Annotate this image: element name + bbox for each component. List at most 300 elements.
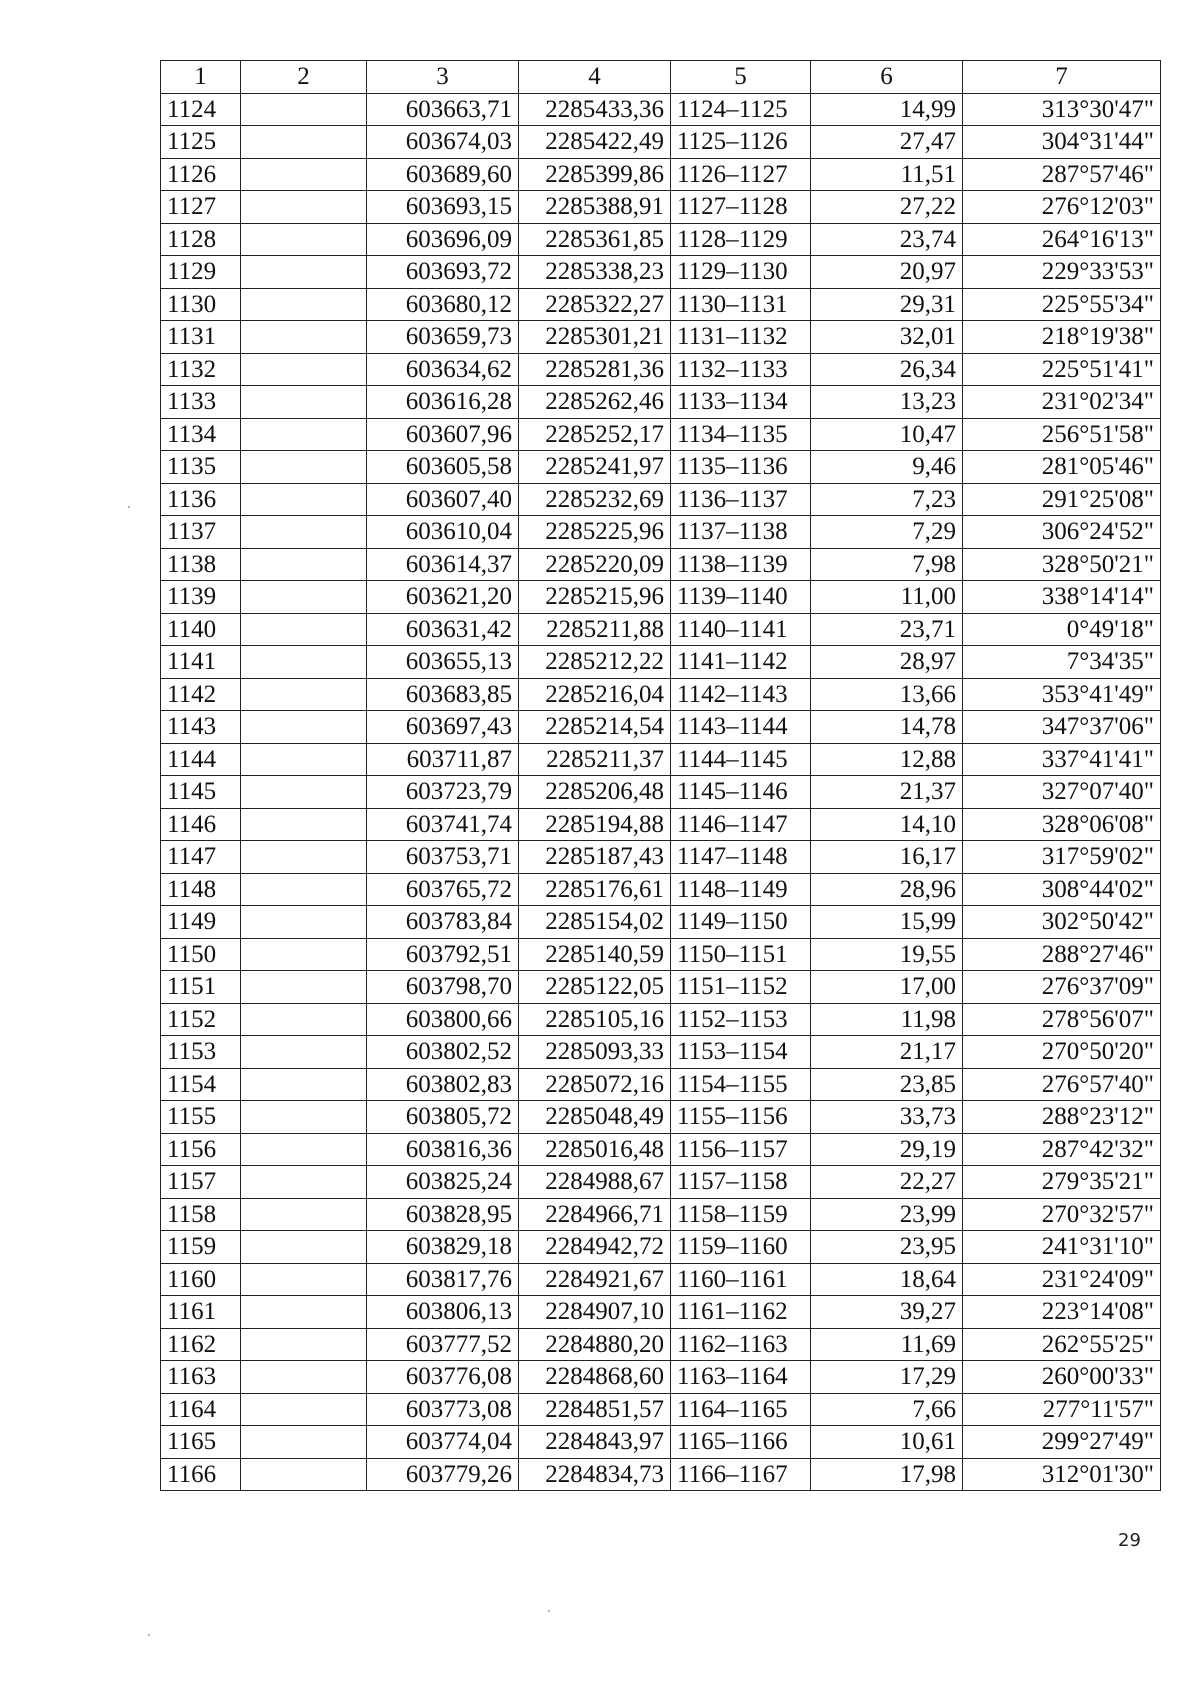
point-number-cell: 1147 [161,841,241,874]
direction-angle-cell: 218°19'38" [963,321,1161,354]
coord-y-cell: 2285216,04 [519,678,671,711]
point-number-cell: 1156 [161,1133,241,1166]
coord-x-cell: 603674,03 [367,126,519,159]
coord-y-cell: 2285140,59 [519,938,671,971]
point-number-cell: 1157 [161,1166,241,1199]
segment-length-cell: 7,29 [811,516,963,549]
segment-length-cell: 26,34 [811,353,963,386]
point-number-cell: 1133 [161,386,241,419]
point-number-cell: 1146 [161,808,241,841]
direction-angle-cell: 353°41'49" [963,678,1161,711]
table-row [161,191,1161,224]
direction-angle-cell: 256°51'58" [963,418,1161,451]
segment-cell: 1158–1159 [671,1198,811,1231]
point-number-cell: 1137 [161,516,241,549]
direction-angle-cell: 7°34'35" [963,646,1161,679]
segment-length-cell: 11,51 [811,158,963,191]
coord-y-cell: 2285122,05 [519,971,671,1004]
table-row [161,613,1161,646]
point-number-cell: 1129 [161,256,241,289]
point-name-cell [241,1361,367,1394]
point-number-cell: 1141 [161,646,241,679]
point-number-cell: 1138 [161,548,241,581]
coord-y-cell: 2285361,85 [519,223,671,256]
point-name-cell [241,1231,367,1264]
direction-angle-cell: 287°57'46" [963,158,1161,191]
segment-cell: 1151–1152 [671,971,811,1004]
coord-y-cell: 2285422,49 [519,126,671,159]
coord-y-cell: 2285225,96 [519,516,671,549]
segment-cell: 1138–1139 [671,548,811,581]
table-row [161,158,1161,191]
segment-cell: 1145–1146 [671,776,811,809]
point-name-cell [241,1328,367,1361]
table-row [161,906,1161,939]
scan-speck [148,1634,150,1636]
coord-x-cell: 603723,79 [367,776,519,809]
point-name-cell [241,1166,367,1199]
segment-cell: 1166–1167 [671,1458,811,1491]
table-row [161,776,1161,809]
segment-length-cell: 23,95 [811,1231,963,1264]
header-col-3: 3 [367,61,519,94]
direction-angle-cell: 279°35'21" [963,1166,1161,1199]
table-row [161,1068,1161,1101]
coord-x-cell: 603773,08 [367,1393,519,1426]
point-name-cell [241,418,367,451]
segment-length-cell: 10,61 [811,1426,963,1459]
table-row [161,1426,1161,1459]
coord-y-cell: 2285241,97 [519,451,671,484]
coord-y-cell: 2285215,96 [519,581,671,614]
coord-x-cell: 603753,71 [367,841,519,874]
segment-length-cell: 15,99 [811,906,963,939]
point-name-cell [241,581,367,614]
coord-x-cell: 603800,66 [367,1003,519,1036]
coord-x-cell: 603697,43 [367,711,519,744]
coord-x-cell: 603783,84 [367,906,519,939]
scan-speck [548,1610,550,1612]
coord-x-cell: 603607,96 [367,418,519,451]
table-row [161,321,1161,354]
segment-length-cell: 12,88 [811,743,963,776]
point-name-cell [241,1003,367,1036]
segment-length-cell: 16,17 [811,841,963,874]
table-row [161,1328,1161,1361]
point-number-cell: 1150 [161,938,241,971]
coord-y-cell: 2285206,48 [519,776,671,809]
point-number-cell: 1128 [161,223,241,256]
coord-x-cell: 603689,60 [367,158,519,191]
segment-cell: 1135–1136 [671,451,811,484]
segment-length-cell: 29,31 [811,288,963,321]
segment-length-cell: 28,97 [811,646,963,679]
coord-x-cell: 603825,24 [367,1166,519,1199]
table-row [161,223,1161,256]
segment-cell: 1140–1141 [671,613,811,646]
coord-y-cell: 2284868,60 [519,1361,671,1394]
point-number-cell: 1149 [161,906,241,939]
direction-angle-cell: 225°51'41" [963,353,1161,386]
direction-angle-cell: 304°31'44" [963,126,1161,159]
direction-angle-cell: 270°32'57" [963,1198,1161,1231]
segment-length-cell: 23,85 [811,1068,963,1101]
direction-angle-cell: 277°11'57" [963,1393,1161,1426]
coord-y-cell: 2285388,91 [519,191,671,224]
coord-y-cell: 2285281,36 [519,353,671,386]
direction-angle-cell: 276°12'03" [963,191,1161,224]
point-number-cell: 1154 [161,1068,241,1101]
segment-cell: 1152–1153 [671,1003,811,1036]
segment-cell: 1161–1162 [671,1296,811,1329]
point-name-cell [241,1393,367,1426]
coord-x-cell: 603817,76 [367,1263,519,1296]
segment-length-cell: 9,46 [811,451,963,484]
segment-length-cell: 17,98 [811,1458,963,1491]
segment-cell: 1165–1166 [671,1426,811,1459]
point-name-cell [241,1296,367,1329]
header-col-5: 5 [671,61,811,94]
point-number-cell: 1139 [161,581,241,614]
header-col-1: 1 [161,61,241,94]
direction-angle-cell: 288°27'46" [963,938,1161,971]
segment-cell: 1130–1131 [671,288,811,321]
segment-cell: 1129–1130 [671,256,811,289]
segment-length-cell: 7,66 [811,1393,963,1426]
coord-x-cell: 603828,95 [367,1198,519,1231]
point-name-cell [241,386,367,419]
table-row [161,1361,1161,1394]
segment-length-cell: 21,37 [811,776,963,809]
segment-cell: 1137–1138 [671,516,811,549]
point-number-cell: 1160 [161,1263,241,1296]
direction-angle-cell: 281°05'46" [963,451,1161,484]
coord-x-cell: 603802,52 [367,1036,519,1069]
point-name-cell [241,1198,367,1231]
coord-y-cell: 2285105,16 [519,1003,671,1036]
direction-angle-cell: 308°44'02" [963,873,1161,906]
header-col-2: 2 [241,61,367,94]
coord-y-cell: 2284907,10 [519,1296,671,1329]
coord-x-cell: 603765,72 [367,873,519,906]
segment-cell: 1159–1160 [671,1231,811,1264]
coord-y-cell: 2285262,46 [519,386,671,419]
direction-angle-cell: 278°56'07" [963,1003,1161,1036]
segment-length-cell: 7,23 [811,483,963,516]
coord-y-cell: 2284921,67 [519,1263,671,1296]
direction-angle-cell: 291°25'08" [963,483,1161,516]
segment-cell: 1160–1161 [671,1263,811,1296]
segment-length-cell: 21,17 [811,1036,963,1069]
point-number-cell: 1144 [161,743,241,776]
table-row [161,288,1161,321]
header-row [161,61,1161,94]
segment-length-cell: 23,74 [811,223,963,256]
direction-angle-cell: 312°01'30" [963,1458,1161,1491]
coord-x-cell: 603663,71 [367,93,519,126]
point-number-cell: 1131 [161,321,241,354]
coord-y-cell: 2285433,36 [519,93,671,126]
point-name-cell [241,93,367,126]
coord-y-cell: 2285048,49 [519,1101,671,1134]
segment-length-cell: 17,00 [811,971,963,1004]
point-name-cell [241,678,367,711]
coord-x-cell: 603776,08 [367,1361,519,1394]
point-name-cell [241,1458,367,1491]
point-name-cell [241,516,367,549]
table-row [161,1036,1161,1069]
point-number-cell: 1148 [161,873,241,906]
point-number-cell: 1130 [161,288,241,321]
point-number-cell: 1140 [161,613,241,646]
coord-y-cell: 2285176,61 [519,873,671,906]
point-name-cell [241,451,367,484]
coord-x-cell: 603777,52 [367,1328,519,1361]
point-number-cell: 1165 [161,1426,241,1459]
table-row [161,548,1161,581]
segment-length-cell: 18,64 [811,1263,963,1296]
coord-x-cell: 603779,26 [367,1458,519,1491]
point-name-cell [241,256,367,289]
table-row [161,1231,1161,1264]
direction-angle-cell: 231°02'34" [963,386,1161,419]
header-col-6: 6 [811,61,963,94]
coord-y-cell: 2285252,17 [519,418,671,451]
coord-x-cell: 603655,13 [367,646,519,679]
coord-y-cell: 2285154,02 [519,906,671,939]
coord-x-cell: 603683,85 [367,678,519,711]
segment-length-cell: 33,73 [811,1101,963,1134]
coord-y-cell: 2285338,23 [519,256,671,289]
coord-x-cell: 603802,83 [367,1068,519,1101]
segment-cell: 1157–1158 [671,1166,811,1199]
coord-y-cell: 2285072,16 [519,1068,671,1101]
segment-cell: 1132–1133 [671,353,811,386]
point-name-cell [241,613,367,646]
segment-length-cell: 17,29 [811,1361,963,1394]
segment-cell: 1162–1163 [671,1328,811,1361]
segment-length-cell: 13,23 [811,386,963,419]
segment-length-cell: 19,55 [811,938,963,971]
coord-y-cell: 2285301,21 [519,321,671,354]
coord-x-cell: 603616,28 [367,386,519,419]
segment-cell: 1134–1135 [671,418,811,451]
table-row [161,938,1161,971]
table-row [161,581,1161,614]
direction-angle-cell: 338°14'14" [963,581,1161,614]
point-name-cell [241,126,367,159]
coord-y-cell: 2284942,72 [519,1231,671,1264]
point-number-cell: 1161 [161,1296,241,1329]
segment-length-cell: 39,27 [811,1296,963,1329]
coord-y-cell: 2285187,43 [519,841,671,874]
coord-x-cell: 603798,70 [367,971,519,1004]
direction-angle-cell: 241°31'10" [963,1231,1161,1264]
point-number-cell: 1164 [161,1393,241,1426]
direction-angle-cell: 0°49'18" [963,613,1161,646]
point-name-cell [241,1101,367,1134]
coord-x-cell: 603816,36 [367,1133,519,1166]
segment-length-cell: 23,99 [811,1198,963,1231]
table-row [161,678,1161,711]
segment-cell: 1144–1145 [671,743,811,776]
point-number-cell: 1127 [161,191,241,224]
direction-angle-cell: 229°33'53" [963,256,1161,289]
table-row [161,483,1161,516]
segment-cell: 1153–1154 [671,1036,811,1069]
segment-cell: 1150–1151 [671,938,811,971]
point-name-cell [241,288,367,321]
segment-length-cell: 7,98 [811,548,963,581]
point-name-cell [241,1068,367,1101]
point-number-cell: 1124 [161,93,241,126]
segment-length-cell: 20,97 [811,256,963,289]
coord-x-cell: 603610,04 [367,516,519,549]
direction-angle-cell: 328°06'08" [963,808,1161,841]
segment-cell: 1127–1128 [671,191,811,224]
coord-x-cell: 603605,58 [367,451,519,484]
coord-y-cell: 2285211,88 [519,613,671,646]
coord-y-cell: 2285399,86 [519,158,671,191]
table-row [161,1296,1161,1329]
point-name-cell [241,158,367,191]
table-row [161,1166,1161,1199]
segment-length-cell: 23,71 [811,613,963,646]
coord-y-cell: 2284843,97 [519,1426,671,1459]
point-number-cell: 1136 [161,483,241,516]
segment-length-cell: 14,10 [811,808,963,841]
segment-length-cell: 10,47 [811,418,963,451]
point-name-cell [241,906,367,939]
page-number: 29 [1118,1530,1141,1551]
point-number-cell: 1143 [161,711,241,744]
point-number-cell: 1135 [161,451,241,484]
point-number-cell: 1152 [161,1003,241,1036]
segment-cell: 1124–1125 [671,93,811,126]
segment-cell: 1128–1129 [671,223,811,256]
coord-x-cell: 603631,42 [367,613,519,646]
point-name-cell [241,873,367,906]
coord-x-cell: 603634,62 [367,353,519,386]
coord-x-cell: 603696,09 [367,223,519,256]
coord-x-cell: 603614,37 [367,548,519,581]
table-row [161,451,1161,484]
segment-cell: 1148–1149 [671,873,811,906]
segment-length-cell: 14,78 [811,711,963,744]
segment-length-cell: 11,69 [811,1328,963,1361]
point-number-cell: 1153 [161,1036,241,1069]
direction-angle-cell: 347°37'06" [963,711,1161,744]
direction-angle-cell: 287°42'32" [963,1133,1161,1166]
direction-angle-cell: 313°30'47" [963,93,1161,126]
table-row [161,1101,1161,1134]
table-row [161,646,1161,679]
point-name-cell [241,1036,367,1069]
point-name-cell [241,743,367,776]
coord-x-cell: 603693,15 [367,191,519,224]
table-row [161,516,1161,549]
point-name-cell [241,1133,367,1166]
segment-length-cell: 29,19 [811,1133,963,1166]
coord-x-cell: 603805,72 [367,1101,519,1134]
point-name-cell [241,1426,367,1459]
point-name-cell [241,321,367,354]
point-name-cell [241,808,367,841]
coord-y-cell: 2285016,48 [519,1133,671,1166]
point-name-cell [241,938,367,971]
coord-y-cell: 2284966,71 [519,1198,671,1231]
direction-angle-cell: 260°00'33" [963,1361,1161,1394]
coord-y-cell: 2285232,69 [519,483,671,516]
table-row [161,1133,1161,1166]
table-row [161,808,1161,841]
segment-cell: 1133–1134 [671,386,811,419]
coord-y-cell: 2285212,22 [519,646,671,679]
direction-angle-cell: 225°55'34" [963,288,1161,321]
header-col-4: 4 [519,61,671,94]
direction-angle-cell: 327°07'40" [963,776,1161,809]
point-name-cell [241,776,367,809]
coord-x-cell: 603806,13 [367,1296,519,1329]
table-row [161,256,1161,289]
point-name-cell [241,1263,367,1296]
table-row [161,873,1161,906]
point-number-cell: 1134 [161,418,241,451]
segment-length-cell: 32,01 [811,321,963,354]
direction-angle-cell: 288°23'12" [963,1101,1161,1134]
table-row [161,93,1161,126]
segment-cell: 1139–1140 [671,581,811,614]
coord-y-cell: 2285211,37 [519,743,671,776]
direction-angle-cell: 276°57'40" [963,1068,1161,1101]
point-number-cell: 1162 [161,1328,241,1361]
table-row [161,1198,1161,1231]
segment-cell: 1147–1148 [671,841,811,874]
table-row [161,1263,1161,1296]
point-name-cell [241,711,367,744]
coord-y-cell: 2284851,57 [519,1393,671,1426]
direction-angle-cell: 306°24'52" [963,516,1161,549]
point-name-cell [241,548,367,581]
segment-length-cell: 13,66 [811,678,963,711]
direction-angle-cell: 264°16'13" [963,223,1161,256]
coord-y-cell: 2285093,33 [519,1036,671,1069]
coord-x-cell: 603711,87 [367,743,519,776]
segment-cell: 1149–1150 [671,906,811,939]
coord-x-cell: 603792,51 [367,938,519,971]
point-name-cell [241,191,367,224]
coordinates-table [160,60,1161,1491]
point-number-cell: 1166 [161,1458,241,1491]
table-row [161,386,1161,419]
segment-cell: 1155–1156 [671,1101,811,1134]
coord-x-cell: 603829,18 [367,1231,519,1264]
segment-cell: 1164–1165 [671,1393,811,1426]
segment-length-cell: 14,99 [811,93,963,126]
point-name-cell [241,483,367,516]
segment-length-cell: 11,00 [811,581,963,614]
table-row [161,126,1161,159]
table-row [161,418,1161,451]
segment-cell: 1131–1132 [671,321,811,354]
point-number-cell: 1132 [161,353,241,386]
point-number-cell: 1142 [161,678,241,711]
point-number-cell: 1145 [161,776,241,809]
coord-x-cell: 603621,20 [367,581,519,614]
segment-cell: 1142–1143 [671,678,811,711]
table-row [161,841,1161,874]
segment-length-cell: 28,96 [811,873,963,906]
